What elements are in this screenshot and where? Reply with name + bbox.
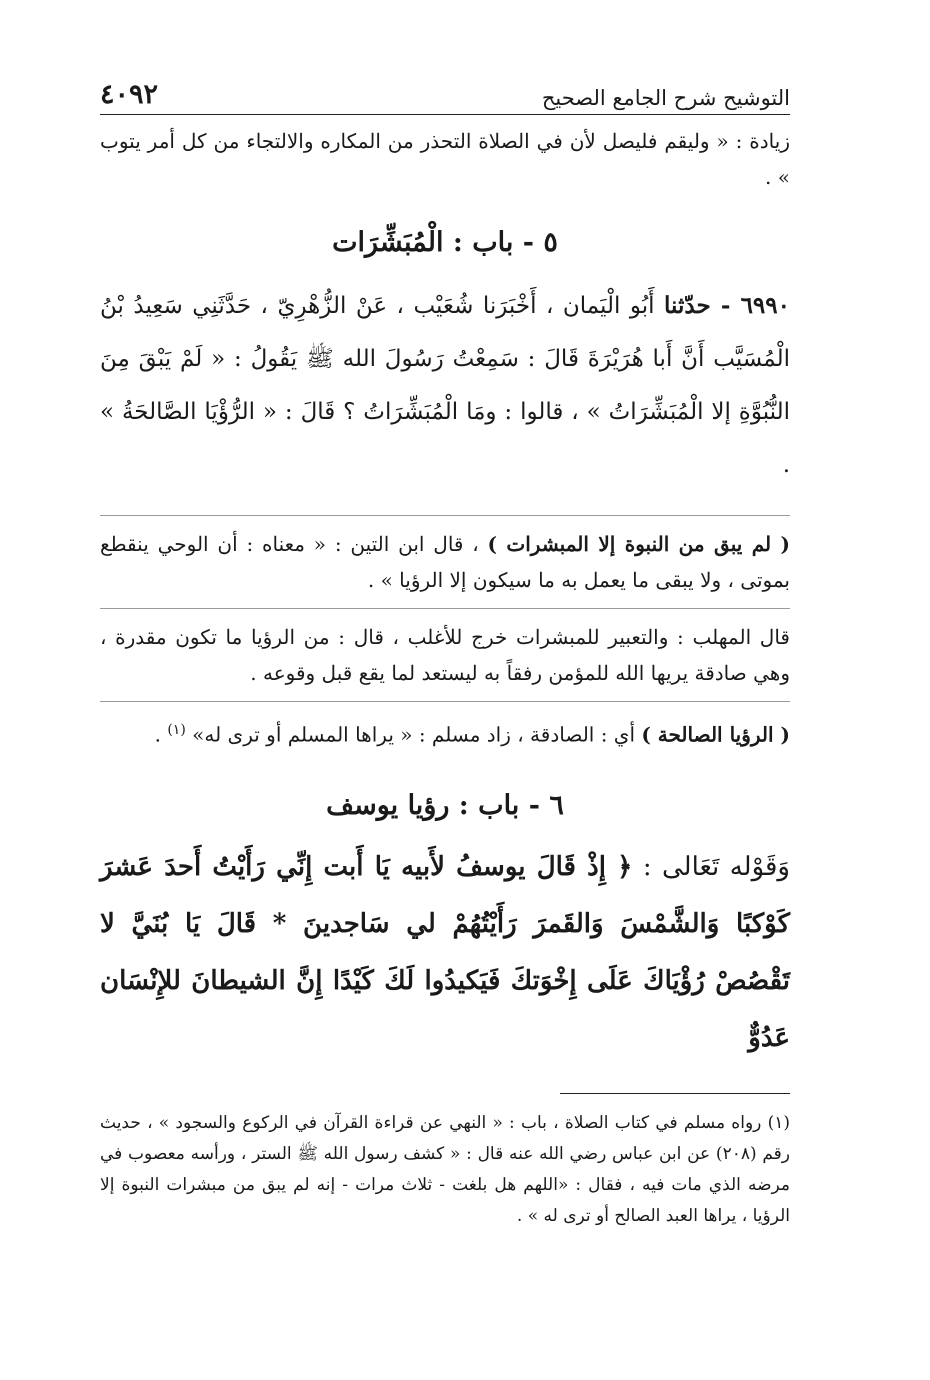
commentary-paragraph-1 [100, 526, 790, 598]
separator-line [100, 701, 790, 702]
footnote-rule [560, 1093, 790, 1094]
hadith-6990 [100, 279, 790, 492]
separator-line [100, 515, 790, 516]
commentary-1-heading: ( لم يبق من النبوة إلا المبشرات ) [487, 532, 790, 556]
quran-passage [100, 839, 790, 1067]
running-title: التوشيح شرح الجامع الصحيح [541, 86, 790, 110]
quran-verse: ﴿ إِذْ قَالَ يوسفُ لأَبيه يَا أَبت إِنِّي رَأَيْتُ أَحدَ عَشرَ كَوْكبًا وَالشَّمْسَ وَالقَمرَ رَأَيْتُهُمْ لي سَاجدينَ * قَالَ يَا بُنَيَّ لا تَقْصُصْ رُؤْيَاكَ عَلَى إِخْوَتكَ فَيَكيدُوا لَكَ كَيْدًا إِنَّ الشيطانَ للإِنْسَان عَدُوٌّ [100, 851, 790, 1053]
page-header [100, 70, 790, 115]
footnote-reference: (١) [167, 722, 186, 738]
commentary-3-text: أي : الصادقة ، زاد مسلم : « يراها المسلم أو ترى له» [192, 722, 642, 747]
commentary-3-end: . [154, 722, 168, 747]
book-page [100, 70, 790, 1249]
page-number: ٤٠٩٢ [100, 79, 159, 110]
commentary-paragraph-2: قال المهلب : والتعبير للمبشرات خرج للأغلب ، قال : من الرؤيا ما تكون مقدرة ، وهي صادقة يريها الله للمؤمن رفقاً به ليستعد لما يقع قبل وقوعه . [100, 625, 790, 685]
separator-line [100, 608, 790, 609]
hadith-lead: ٦٩٩٠ - حدّثنا [664, 292, 790, 319]
quran-lead: وَقَوْله تَعَالى : [642, 851, 790, 882]
commentary-paragraph-3 [100, 712, 790, 753]
chapter-6-title: ٦ - باب : رؤيا يوسف [326, 789, 564, 821]
commentary-3-heading: ( الرؤيا الصالحة ) [641, 722, 790, 747]
hadith-text: أَبُو الْيَمان ، أَخْبَرَنا شُعَيْب ، عَنْ الزُّهْرِيّ ، حَدَّثَنِي سَعِيدُ بْنُ الْمُسَيَّب أَنَّ أَبا هُرَيْرَةَ قَالَ : سَمِعْتُ رَسُولَ الله ﷺ يَقُولُ : « لَمْ يَبْقَ مِنَ النُّبُوَّةِ إلا الْمُبَشِّرَاتُ » ، قالوا : ومَا الْمُبَشِّرَاتُ ؟ قَالَ : « الرُّؤْيَا الصَّالحَةُ » . [100, 293, 790, 478]
commentary-1-text: ، قال ابن التين : « معناه : أن الوحي ينقطع بموتى ، ولا يبقى ما يعمل به ما سيكون إلا الرؤيا » . [100, 532, 790, 592]
footnote-1: (١) رواه مسلم في كتاب الصلاة ، باب : « النهي عن قراءة القرآن في الركوع والسجود » ، حديث رقم (٢٠٨) عن ابن عباس رضي الله عنه قال : « كشف رسول الله ﷺ الستر ، ورأسه معصوب في مرضه الذي مات فيه ، فقال : «اللهم هل بلغت - ثلاث مرات - إنه لم يبق من مبشرات النبوة إلا الرؤيا ، يراها العبد الصالح أو ترى له » . [100, 1112, 791, 1226]
intro-paragraph: زيادة : « وليقم فليصل لأن في الصلاة التحذر من المكاره والالتجاء من كل أمر يتوب » . [100, 129, 790, 189]
chapter-5-title: ٥ - باب : الْمُبَشِّرَات [332, 227, 558, 258]
